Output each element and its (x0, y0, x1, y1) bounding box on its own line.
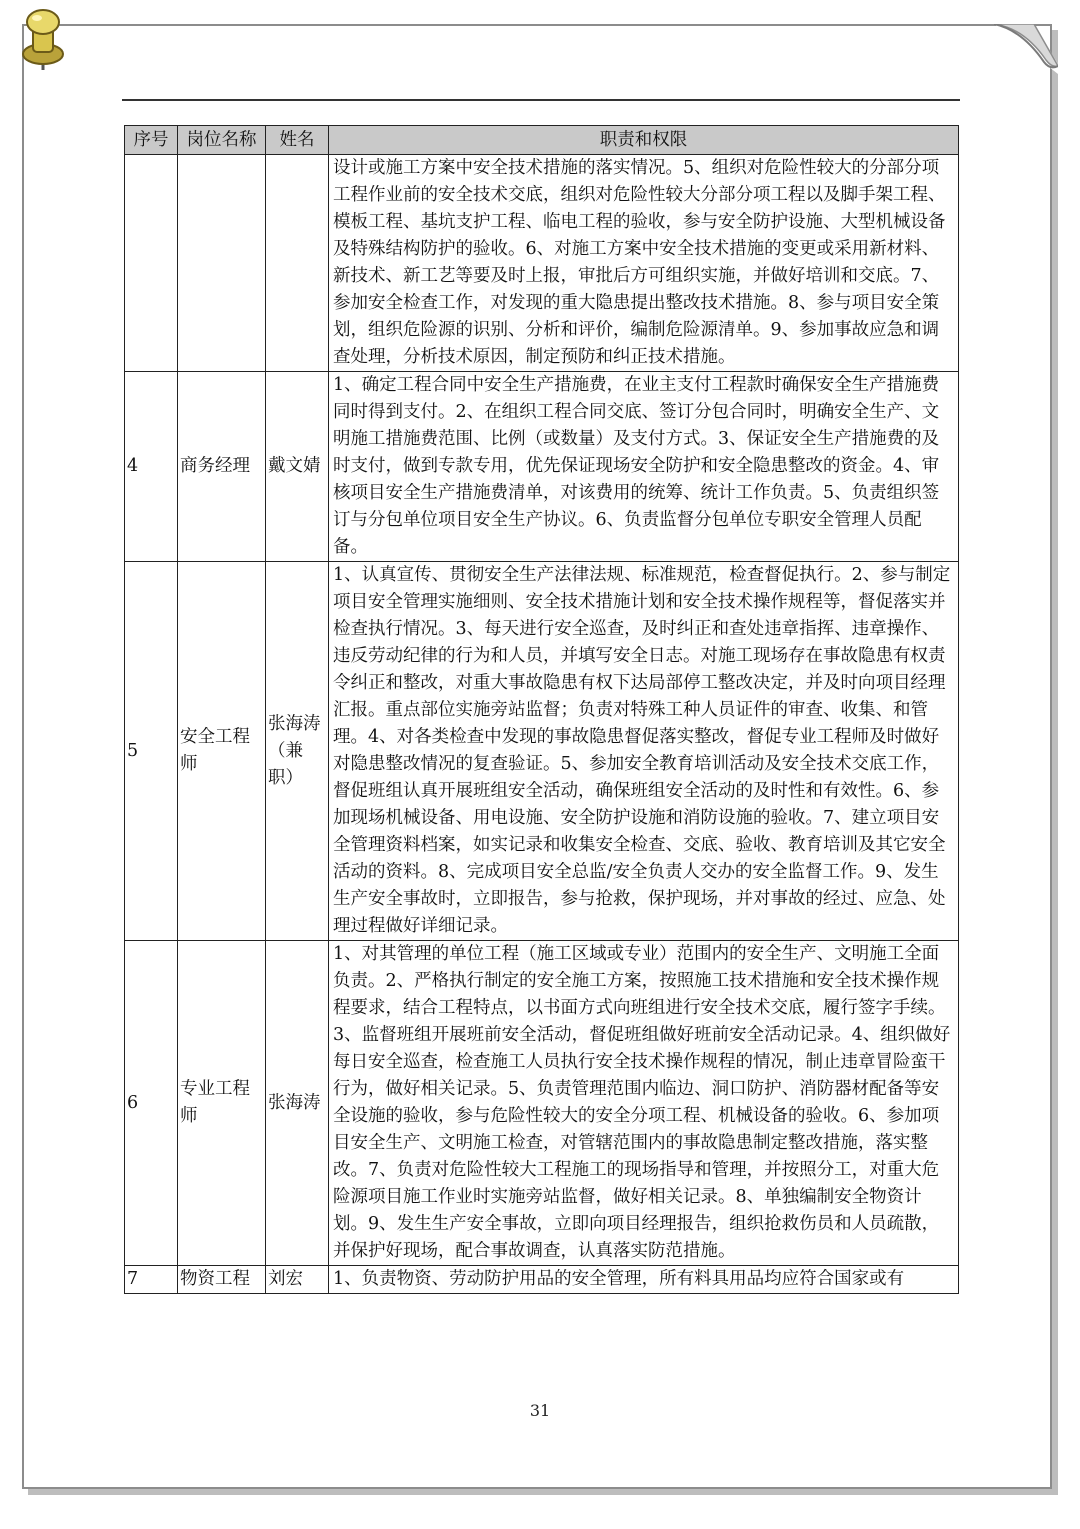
cell-position: 安全工程师 (178, 562, 266, 941)
cell-position (178, 155, 266, 372)
table-row (125, 1266, 959, 1294)
pushpin-icon (16, 6, 70, 72)
cell-no: 5 (125, 562, 178, 941)
cell-position: 商务经理 (178, 372, 266, 562)
header-duties: 职责和权限 (329, 126, 959, 155)
cell-name (266, 155, 329, 372)
cell-name: 刘宏 (266, 1266, 329, 1294)
table-row (125, 941, 959, 1266)
cell-name: 张海涛 (266, 941, 329, 1266)
cell-duties: 1、确定工程合同中安全生产措施费，在业主支付工程款时确保安全生产措施费同时得到支付。2、在组织工程合同交底、签订分包合同时，明确安全生产、文明施工措施费范围、比例（或数量）及支付方式。3、保证安全生产措施费的及时支付，做到专款专用，优先保证现场安全防护和安全隐患整改的资金。4、审核项目安全生产措施费清单，对该费用的统筹、统计工作负责。5、负责组织签订与分包单位项目安全生产协议。6、负责监督分包单位专职安全管理人员配备。 (329, 372, 959, 562)
header-rule (122, 99, 960, 101)
page-curl-icon (994, 24, 1058, 74)
cell-duties: 设计或施工方案中安全技术措施的落实情况。5、组织对危险性较大的分部分项工程作业前的安全技术交底，组织对危险性较大分部分项工程以及脚手架工程、模板工程、基坑支护工程、临电工程的验收，参与安全防护设施、大型机械设备及特殊结构防护的验收。6、对施工方案中安全技术措施的变更或采用新材料、新技术、新工艺等要及时上报，审批后方可组织实施，并做好培训和交底。7、参加安全检查工作，对发现的重大隐患提出整改技术措施。8、参与项目安全策划，组织危险源的识别、分析和评价，编制危险源清单。9、参加事故应急和调查处理，分析技术原因，制定预防和纠正技术措施。 (329, 155, 959, 372)
page-number: 31 (529, 1401, 551, 1420)
cell-no: 4 (125, 372, 178, 562)
cell-no: 6 (125, 941, 178, 1266)
cell-no: 7 (125, 1266, 178, 1294)
cell-name: 张海涛（兼职） (266, 562, 329, 941)
table-header-row (125, 126, 959, 155)
header-name: 姓名 (266, 126, 329, 155)
cell-position: 专业工程师 (178, 941, 266, 1266)
table-row (125, 372, 959, 562)
table-row (125, 155, 959, 372)
cell-duties: 1、认真宣传、贯彻安全生产法律法规、标准规范，检查督促执行。2、参与制定项目安全管理实施细则、安全技术措施计划和安全技术操作规程等，督促落实并检查执行情况。3、每天进行安全巡查，及时纠正和查处违章指挥、违章操作、违反劳动纪律的行为和人员，并填写安全日志。对施工现场存在事故隐患有权责令纠正和整改，对重大事故隐患有权下达局部停工整改决定，并及时向项目经理汇报。重点部位实施旁站监督；负责对特殊工种人员证件的审查、收集、和管理。4、对各类检查中发现的事故隐患督促落实整改，督促专业工程师及时做好对隐患整改情况的复查验证。5、参加安全教育培训活动及安全技术交底工作，督促班组认真开展班组安全活动，确保班组安全活动的及时性和有效性。6、参加现场机械设备、用电设施、安全防护设施和消防设施的验收。7、建立项目安全管理资料档案，如实记录和收集安全检查、交底、验收、教育培训及其它安全活动的资料。8、完成项目安全总监/安全负责人交办的安全监督工作。9、发生生产安全事故时，立即报告，参与抢救，保护现场，并对事故的经过、应急、处理过程做好详细记录。 (329, 562, 959, 941)
header-no: 序号 (125, 126, 178, 155)
cell-duties: 1、对其管理的单位工程（施工区域或专业）范围内的安全生产、文明施工全面负责。2、严格执行制定的安全施工方案，按照施工技术措施和安全技术操作规程要求，结合工程特点，以书面方式向班组进行安全技术交底，履行签字手续。3、监督班组开展班前安全活动，督促班组做好班前安全活动记录。4、组织做好每日安全巡查，检查施工人员执行安全技术操作规程的情况，制止违章冒险蛮干行为，做好相关记录。5、负责管理范围内临边、洞口防护、消防器材配备等安全设施的验收，参与危险性较大的安全分项工程、机械设备的验收。6、参加项目安全生产、文明施工检查，对管辖范围内的事故隐患制定整改措施，落实整改。7、负责对危险性较大工程施工的现场指导和管理，并按照分工，对重大危险源项目施工作业时实施旁站监督，做好相关记录。8、单独编制安全物资计划。9、发生生产安全事故，立即向项目经理报告，组织抢救伤员和人员疏散，并保护好现场，配合事故调查，认真落实防范措施。 (329, 941, 959, 1266)
cell-name: 戴文婧 (266, 372, 329, 562)
responsibilities-table (124, 125, 959, 1294)
cell-position: 物资工程 (178, 1266, 266, 1294)
cell-duties: 1、负责物资、劳动防护用品的安全管理，所有料具用品均应符合国家或有 (329, 1266, 959, 1294)
header-position: 岗位名称 (178, 126, 266, 155)
cell-no (125, 155, 178, 372)
table-row (125, 562, 959, 941)
